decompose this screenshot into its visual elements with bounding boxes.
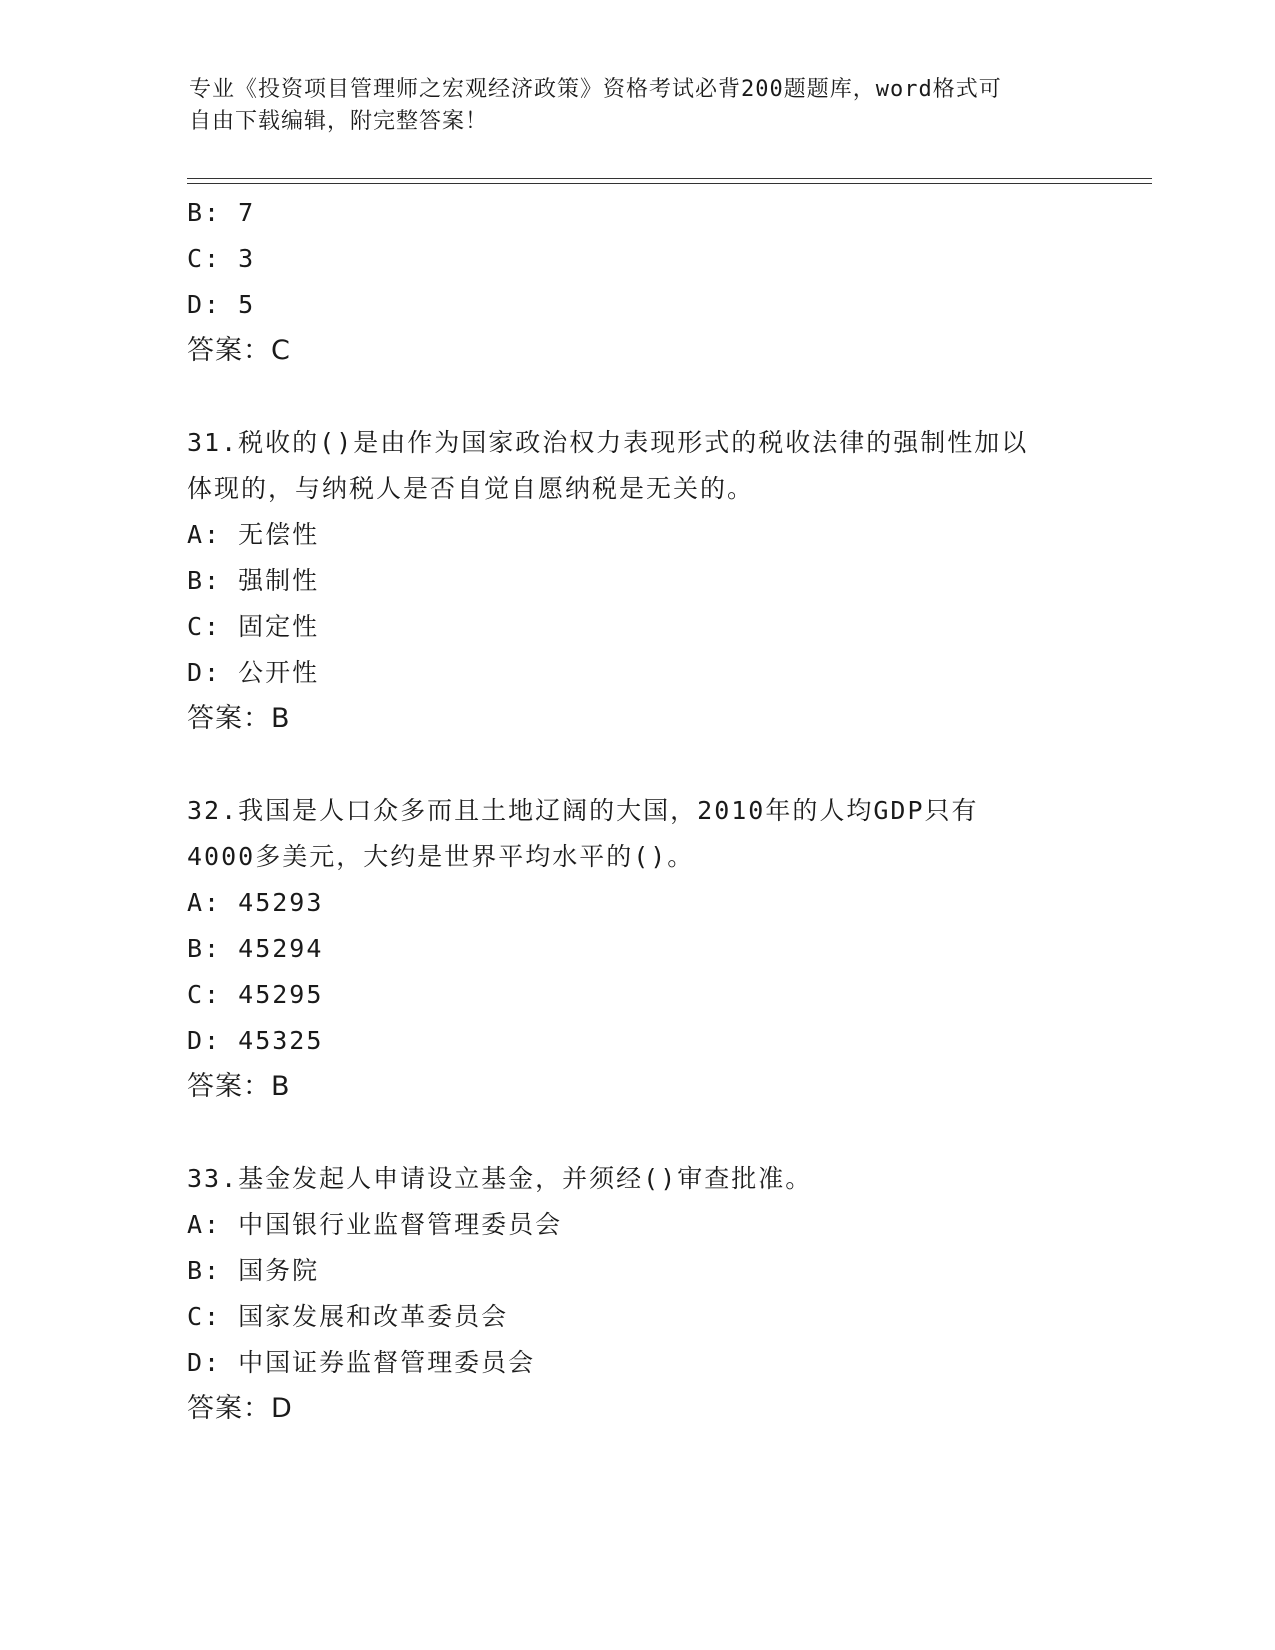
option-b: B: 7	[187, 198, 256, 227]
option-d: D: 5	[187, 290, 256, 319]
option-c: C: 45295	[187, 980, 324, 1009]
option-a: A: 45293	[187, 888, 324, 917]
question-31	[187, 420, 1087, 742]
option-a: A: 中国银行业监督管理委员会	[187, 1210, 563, 1239]
option-d: D: 45325	[187, 1026, 324, 1055]
header-title-line-2: 自由下载编辑，附完整答案！	[189, 109, 489, 134]
spacer	[187, 742, 1087, 788]
option-c: C: 3	[187, 244, 256, 273]
question-stem-line-1: 32.我国是人口众多而且土地辽阔的大国，2010年的人均GDP只有	[187, 796, 979, 825]
header-title-line-1: 专业《投资项目管理师之宏观经济政策》资格考试必背200题题库，word格式可	[189, 77, 1002, 102]
spacer	[187, 1110, 1087, 1156]
question-stem-line-1: 31.税收的()是由作为国家政治权力表现形式的税收法律的强制性加以	[187, 428, 1029, 457]
question-stem-line-2: 体现的，与纳税人是否自觉自愿纳税是无关的。	[187, 474, 755, 503]
answer-line: 答案：C	[187, 335, 291, 366]
document-body	[187, 190, 1087, 1432]
document-header	[189, 74, 1089, 138]
option-b: B: 45294	[187, 934, 324, 963]
question-32	[187, 788, 1087, 1110]
answer-line: 答案：B	[187, 703, 291, 734]
option-a: A: 无偿性	[187, 520, 320, 549]
question-33	[187, 1156, 1087, 1432]
option-c: C: 固定性	[187, 612, 320, 641]
spacer	[187, 374, 1087, 420]
answer-line: 答案：D	[187, 1393, 293, 1424]
option-b: B: 强制性	[187, 566, 320, 595]
option-d: D: 中国证券监督管理委员会	[187, 1348, 536, 1377]
answer-line: 答案：B	[187, 1071, 291, 1102]
header-divider	[187, 178, 1152, 184]
option-b: B: 国务院	[187, 1256, 320, 1285]
option-d: D: 公开性	[187, 658, 320, 687]
prev-question-tail	[187, 190, 1087, 374]
question-stem-line-1: 33.基金发起人申请设立基金，并须经()审查批准。	[187, 1164, 813, 1193]
option-c: C: 国家发展和改革委员会	[187, 1302, 509, 1331]
question-stem-line-2: 4000多美元，大约是世界平均水平的()。	[187, 842, 695, 871]
